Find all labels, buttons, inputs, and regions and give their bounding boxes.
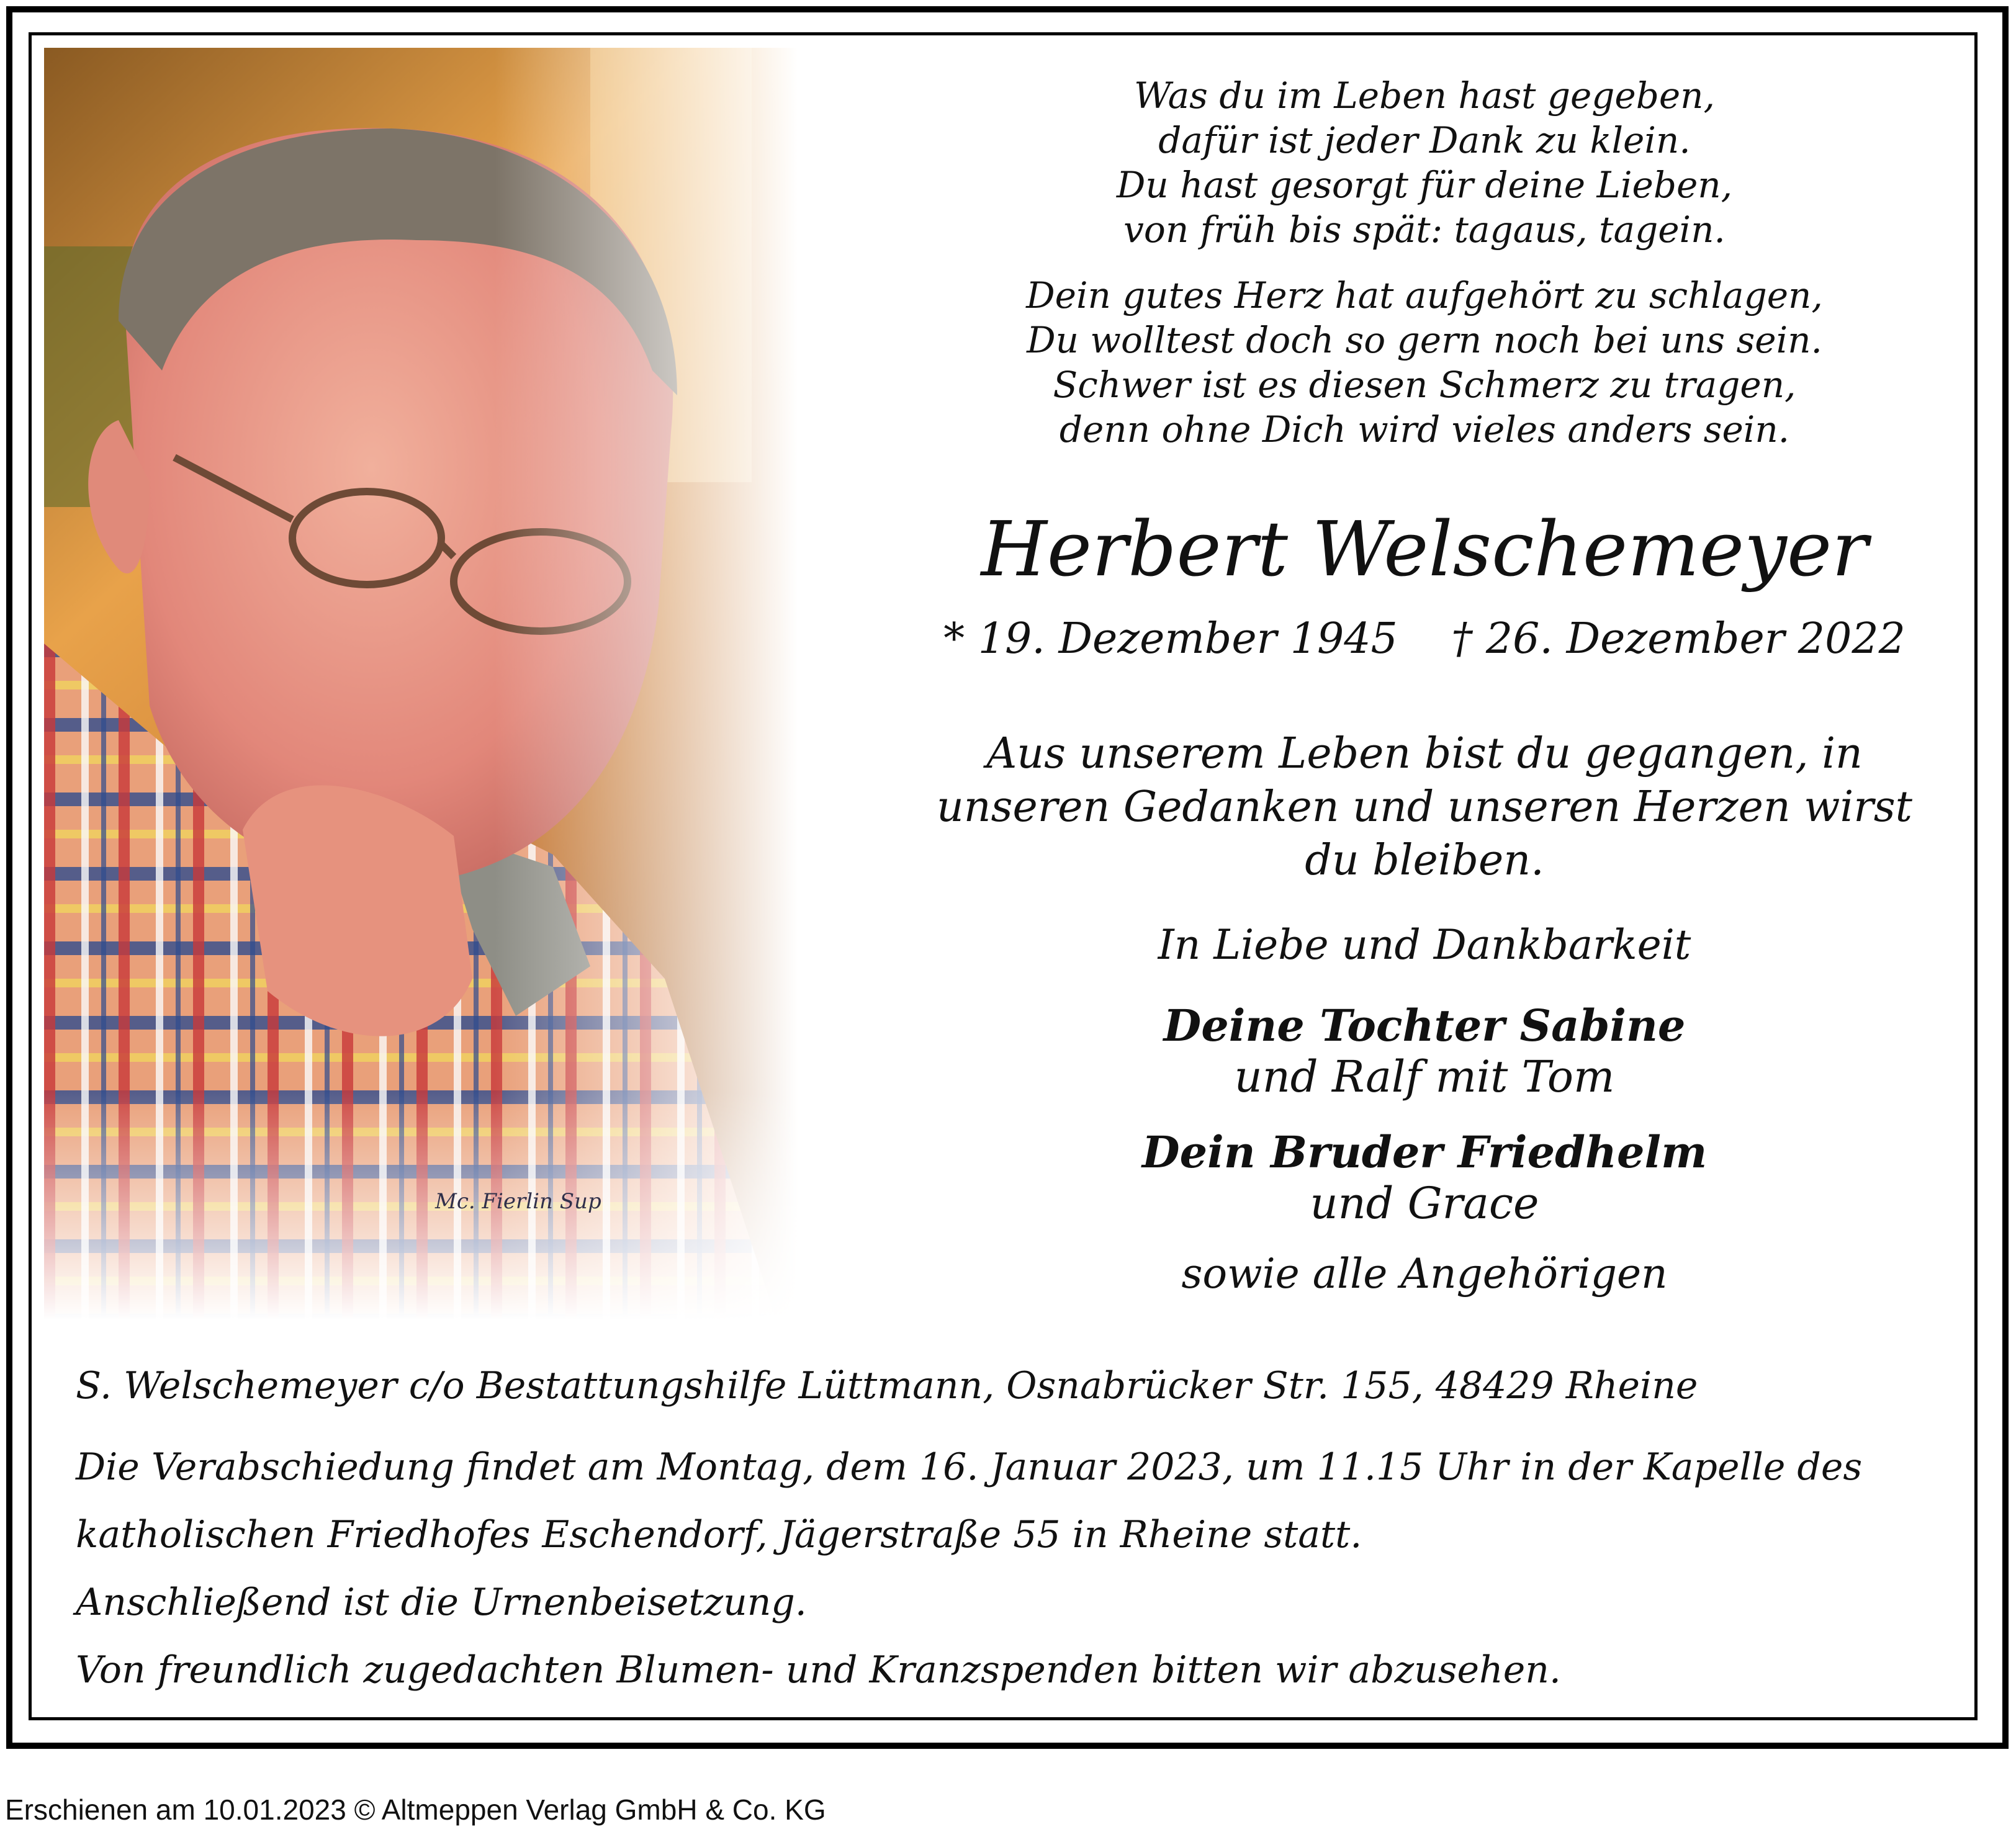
family-signatures bbox=[866, 1000, 1983, 1229]
poem-line: Was du im Leben hast gegeben, bbox=[1134, 74, 1715, 117]
family-others: sowie alle Angehörigen bbox=[1181, 1250, 1668, 1298]
notice-line: katholischen Friedhofes Eschendorf, Jägerstraße 55 in Rheine statt. bbox=[76, 1513, 1362, 1556]
notice-line: Anschließend ist die Urnenbeisetzung. bbox=[76, 1581, 807, 1624]
poem-stanza-2 bbox=[866, 273, 1983, 452]
notice-line: Von freundlich zugedachten Blumen- und Kranzspenden bitten wir abzusehen. bbox=[76, 1648, 1561, 1692]
poem-line: denn ohne Dich wird vieles anders sein. bbox=[1059, 408, 1790, 451]
portrait-photo bbox=[44, 48, 863, 1320]
birth-date: * 19. Dezember 1945 bbox=[943, 614, 1398, 663]
ceremony-notice bbox=[76, 1434, 1950, 1704]
life-dates bbox=[866, 611, 1983, 667]
family-daughter: Deine Tochter Sabine bbox=[1163, 1000, 1686, 1051]
poem-stanza-1 bbox=[866, 73, 1983, 252]
publication-footer: Erschienen am 10.01.2023 © Altmeppen Verlag GmbH & Co. KG bbox=[5, 1794, 826, 1826]
poem-line: Dein gutes Herz hat aufgehört zu schlagen, bbox=[1026, 274, 1823, 317]
shirt-print: Mc. Fierlin Sup bbox=[435, 1189, 601, 1214]
deceased-name: Herbert Welschemeyer bbox=[981, 505, 1868, 593]
poem-line: von früh bis spät: tagaus, tagein. bbox=[1123, 209, 1726, 251]
poem-line: Du hast gesorgt für deine Lieben, bbox=[1116, 164, 1733, 206]
poem-line: Schwer ist es diesen Schmerz zu tragen, bbox=[1053, 364, 1796, 406]
closing-line: In Liebe und Dankbarkeit bbox=[1158, 921, 1691, 969]
notice-line: Die Verabschiedung findet am Montag, dem 16. Januar 2023, um 11.15 Uhr in der Kapelle des bbox=[76, 1445, 1863, 1489]
death-date: † 26. Dezember 2022 bbox=[1451, 614, 1906, 663]
contact-address: S. Welschemeyer c/o Bestattungshilfe Lüttmann, Osnabrücker Str. 155, 48429 Rheine bbox=[76, 1364, 1698, 1408]
poem bbox=[866, 73, 1983, 473]
family-brother: Dein Bruder Friedhelm bbox=[1141, 1126, 1708, 1178]
poem-line: dafür ist jeder Dank zu klein. bbox=[1158, 119, 1691, 161]
farewell-quote: Aus unserem Leben bist du gegangen, in unseren Gedanken und unseren Herzen wirst du bleiben. bbox=[936, 729, 1912, 885]
family-brother-partner: und Grace bbox=[1310, 1178, 1539, 1229]
family-daughter-partner: und Ralf mit Tom bbox=[1234, 1051, 1615, 1102]
poem-line: Du wolltest doch so gern noch bei uns sein. bbox=[1027, 319, 1822, 361]
